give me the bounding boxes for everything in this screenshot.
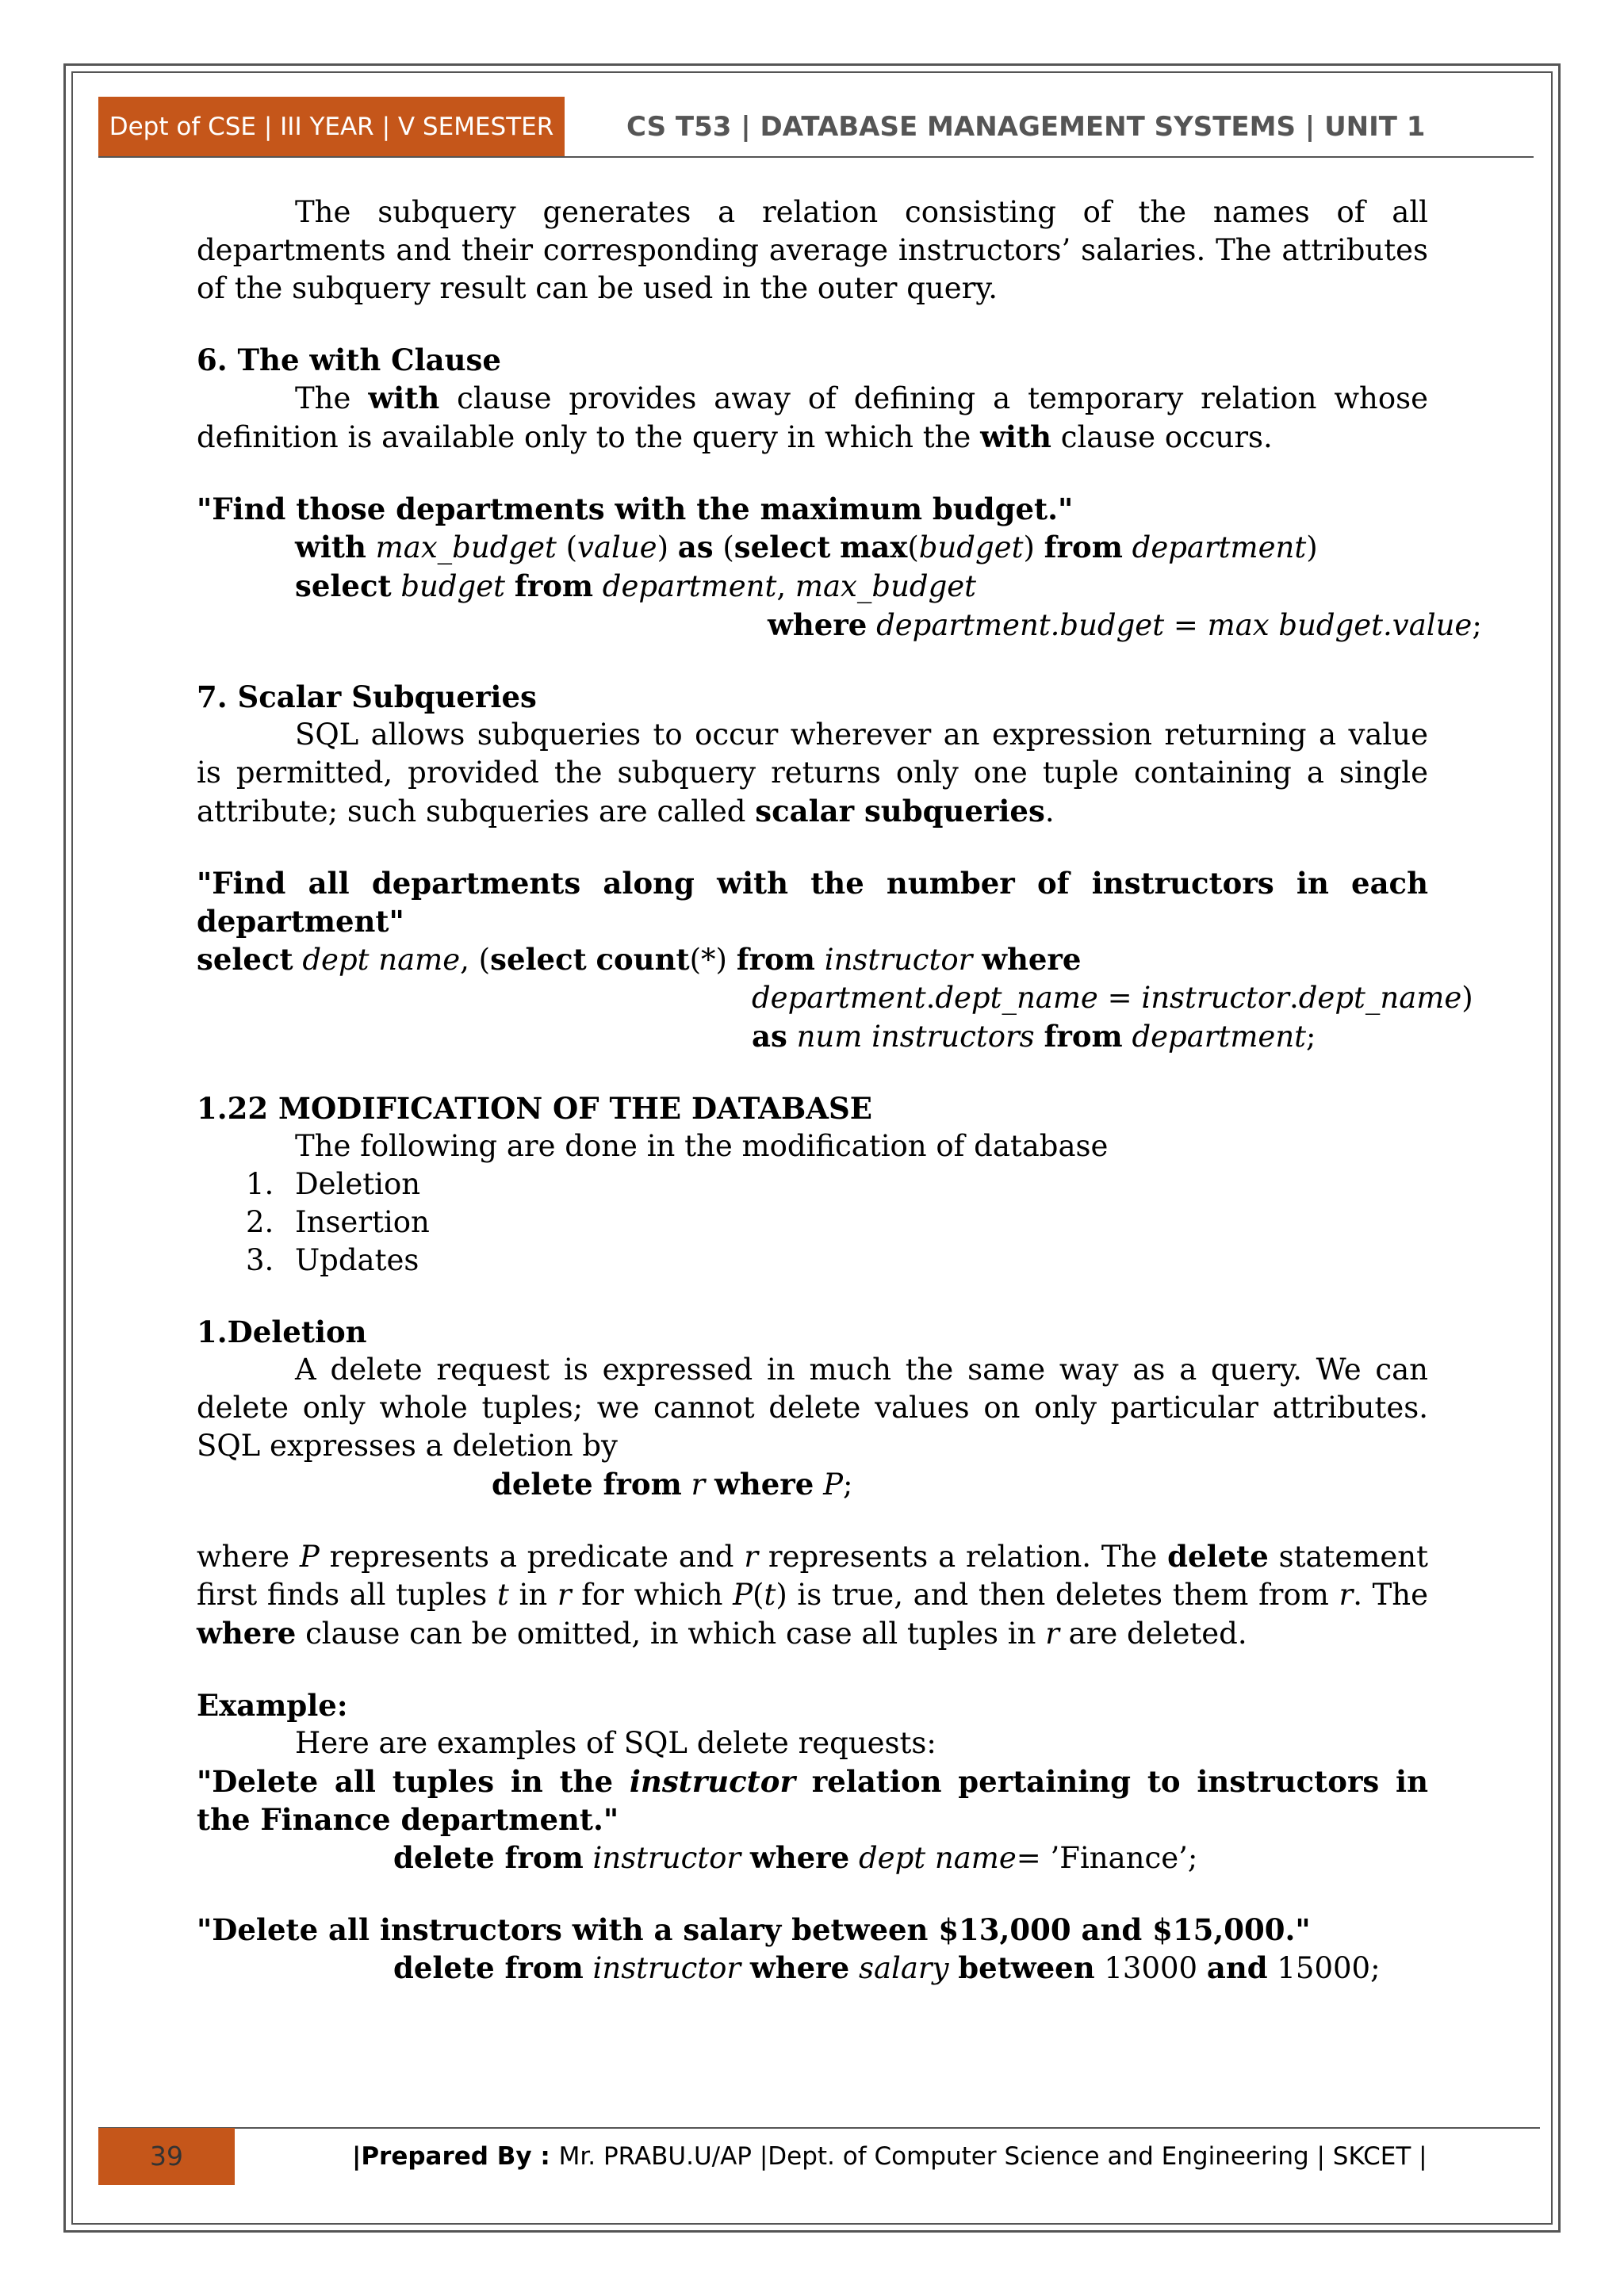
example-2-title: "Delete all instructors with a salary between $13,000 and $15,000.": [197, 1912, 1311, 1947]
deletion-heading: 1.Deletion: [197, 1314, 367, 1349]
list-item: 2. Insertion: [246, 1205, 430, 1239]
modification-list: [197, 1165, 1428, 1280]
deletion-paragraph-2: where P represents a predicate and r represents a relation. The delete statement first finds all tuples t in r for which P(t) is true, and then deletes them from r. The where clause can be omitted, in which case all tuples in r are deleted.: [197, 1539, 1429, 1651]
with-example-title: "Find those departments with the maximum budget.": [197, 492, 1074, 526]
header-course-title: CS T53 | DATABASE MANAGEMENT SYSTEMS | UNIT 1: [626, 111, 1426, 143]
scalar-example-title: "Find all departments along with the number of instructors in each department": [197, 866, 1428, 939]
list-item: 3. Updates: [246, 1243, 419, 1277]
scalar-heading: 7. Scalar Subqueries: [197, 679, 537, 714]
with-clause-heading: 6. The with Clause: [197, 342, 501, 377]
footer-credits: |Prepared By : Mr. PRABU.U/AP |Dept. of Computer Science and Engineering | SKCET |: [352, 2142, 1427, 2171]
modification-intro: The following are done in the modification of database: [295, 1129, 1109, 1163]
example-intro: Here are examples of SQL delete requests:: [295, 1726, 936, 1760]
modification-heading: 1.22 MODIFICATION OF THE DATABASE: [197, 1091, 872, 1126]
intro-paragraph: The subquery generates a relation consisting of the names of all departments and their corresponding average instructors’ salaries. The attributes of the subquery result can be used in the outer query.: [197, 195, 1428, 305]
with-code-line-3: where department.budget = max budget.value;: [768, 607, 1482, 642]
with-code-line-2: select budget from department, max_budget: [295, 568, 977, 603]
deletion-syntax: delete from r where P;: [492, 1467, 853, 1502]
header-rule: [98, 156, 1534, 158]
with-code-line-1: with max_budget (value) as (select max(budget) from department): [295, 530, 1318, 564]
scalar-code-line-3: as num instructors from department;: [752, 1019, 1316, 1054]
header-department-box: Dept of CSE | III YEAR | V SEMESTER: [98, 97, 565, 157]
scalar-code-line-2: department.dept_name = instructor.dept_name): [752, 981, 1473, 1015]
example-heading: Example:: [197, 1688, 348, 1723]
with-clause-paragraph: The with clause provides away of defining a temporary relation whose definition is available only to the query in which the with clause occurs.: [197, 381, 1428, 454]
page-number: 39: [98, 2128, 235, 2185]
example-2-code: delete from instructor where salary between 13000 and 15000;: [393, 1950, 1381, 1985]
scalar-paragraph: SQL allows subqueries to occur wherever an expression returning a value is permitted, provided the subquery returns only one tuple containing a single attribute; such subqueries are called scalar subqueries.: [197, 718, 1428, 828]
page-content: [197, 193, 1482, 1988]
deletion-paragraph-1: A delete request is expressed in much the same way as a query. We can delete only whole tuples; we cannot delete values on only particular attributes. SQL expresses a deletion by: [197, 1353, 1428, 1463]
list-item: 1. Deletion: [246, 1167, 421, 1201]
example-1-code: delete from instructor where dept name= ’Finance’;: [393, 1840, 1198, 1875]
example-1-title: "Delete all tuples in the instructor relation pertaining to instructors in the Finance department.": [197, 1764, 1428, 1837]
scalar-code-line-1: select dept name, (select count(*) from instructor where: [197, 942, 1082, 977]
